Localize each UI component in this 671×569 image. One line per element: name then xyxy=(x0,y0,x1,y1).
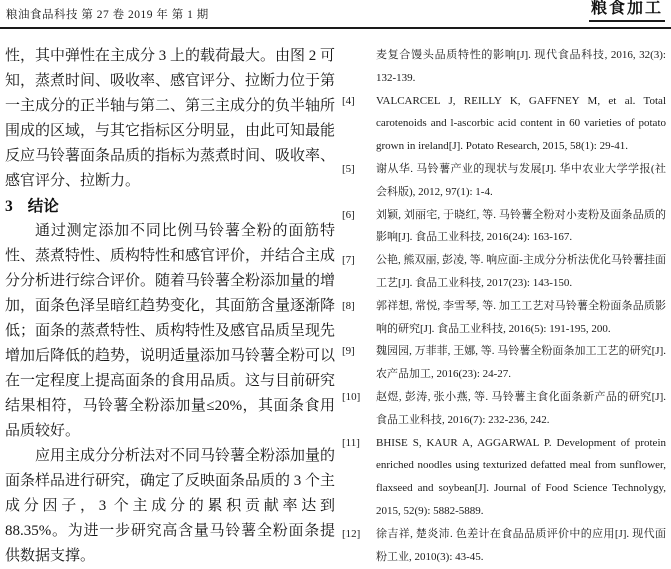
reference-item xyxy=(342,432,666,523)
section-heading-number: 3 xyxy=(5,198,13,215)
reference-number: [6] xyxy=(342,208,355,221)
left-column xyxy=(5,44,335,569)
reference-item xyxy=(342,295,666,341)
reference-number-empty xyxy=(342,44,376,90)
reference-text: 赵煜, 彭涛, 张小燕, 等. 马铃薯主食化面条新产品的研究[J]. 食品工业科技, 2016(7): 232-236, 242. xyxy=(376,390,666,426)
reference-number: [12] xyxy=(342,527,361,540)
body-paragraph-continued: 性，其中弹性在主成分 3 上的载荷最大。由图 2 可知，蒸煮时间、吸收率、感官评分、拉断力位于第一主成分的正半轴与第二、第三主成分的负半轴所围成的区域，与其它指标区分明显，由此可知最能反应马铃薯面条品质的指标为蒸煮时间、吸收率、感官评分、拉断力。 xyxy=(5,48,336,189)
reference-item xyxy=(342,204,666,250)
page-header xyxy=(0,0,671,29)
reference-number: [11] xyxy=(342,436,360,449)
reference-text: 刘颖, 刘丽宅, 于晓红, 等. 马铃薯全粉对小麦粉及面条品质的影响[J]. 食品工业科技, 2016(24): 163-167. xyxy=(376,208,666,244)
reference-number: [8] xyxy=(342,299,355,312)
body-paragraph-1: 通过测定添加不同比例马铃薯全粉的面筋特性、蒸煮特性、质构特性和感官评价，并结合主成分分析进行综合评价。随着马铃薯全粉添加量的增加，面条色泽呈暗红趋势变化，其面筋含量逐渐降低；面条的蒸煮特性、质构特性及感官品质呈现先增加后降低的趋势，说明适量添加马铃薯全粉可以在一定程度上提高面条的食用品质。这与目前研究结果相符，马铃薯全粉添加量≤20%，其面条食用品质较好。 xyxy=(5,223,336,439)
reference-continuation-row xyxy=(342,44,666,90)
body-paragraph-2: 应用主成分分析法对不同马铃薯全粉添加量的面条样品进行研究，确定了反映面条品质的 3 个主成分因子，3 个主成分的累积贡献率达到 88.35%。为进一步研究高含量马铃薯全粉面条提供数据支撑。 xyxy=(5,448,336,564)
journal-info: 粮油食品科技 第 27 卷 2019 年 第 1 期 xyxy=(6,9,209,21)
reference-text: 徐吉祥, 楚炎沛. 色差计在食品品质评价中的应用[J]. 现代面粉工业, 2010(3): 43-45. xyxy=(376,527,666,563)
right-column-references xyxy=(342,44,666,569)
reference-number: [5] xyxy=(342,162,355,175)
reference-item xyxy=(342,249,666,295)
reference-text: 谢从华. 马铃薯产业的现状与发展[J]. 华中农业大学学报(社会科版), 2012, 97(1): 1-4. xyxy=(376,162,666,198)
reference-text: 郭祥想, 常悦, 李雪琴, 等. 加工工艺对马铃薯全粉面条品质影响的研究[J]. 食品工业科技, 2016(5): 191-195, 200. xyxy=(376,299,666,335)
reference-text: 公艳, 熊双丽, 彭凌, 等. 响应面-主成分分析法优化马铃薯挂面工艺[J]. 食品工业科技, 2017(23): 143-150. xyxy=(376,254,666,289)
reference-text: 魏园园, 万菲菲, 王娜, 等. 马铃薯全粉面条加工工艺的研究[J]. 农产品加工, 2016(23): 24-27. xyxy=(376,345,666,381)
reference-item xyxy=(342,158,666,204)
reference-item xyxy=(342,523,666,569)
reference-number: [4] xyxy=(342,94,355,107)
column-section-title: 粮食加工 xyxy=(589,0,665,22)
reference-item xyxy=(342,386,666,432)
reference-continuation-text: 麦复合馒头品质特性的影响[J]. 现代食品科技, 2016, 32(3): 132-139. xyxy=(376,49,666,84)
reference-number: [10] xyxy=(342,390,361,403)
reference-text: VALCARCEL J, REILLY K, GAFFNEY M, et al. Total carotenoids and l-ascorbic acid content in 60 varieties of potato grown in ireland[J]. Potato Research, 2015, 58(1): 29-41. xyxy=(376,94,666,153)
two-column-body xyxy=(5,31,666,569)
reference-item xyxy=(342,90,666,158)
reference-item xyxy=(342,340,666,386)
reference-number: [7] xyxy=(342,254,355,267)
section-heading-title: 结论 xyxy=(27,198,59,215)
reference-number: [9] xyxy=(342,345,355,358)
section-heading xyxy=(5,194,335,219)
reference-text: BHISE S, KAUR A, AGGARWAL P. Development of protein enriched noodles using texturized defatted meal from sunflower, flaxseed and soybean[J]. Journal of Food Science Technolygy, 2015, 52(9): 5882-5889. xyxy=(376,436,666,517)
